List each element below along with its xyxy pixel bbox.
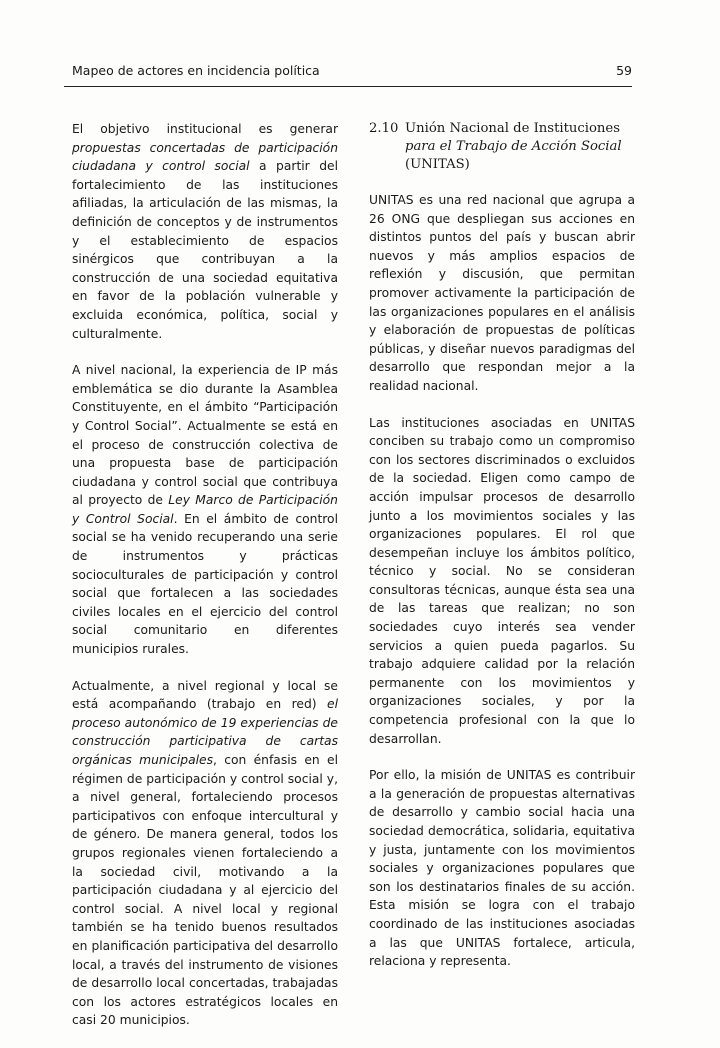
- left-column: [72, 120, 338, 1048]
- header-rule: [64, 86, 632, 87]
- section-title: [405, 120, 635, 174]
- paragraph-unitas-institutions: Las instituciones asociadas en UNITAS conciben su trabajo como un compromiso con los sectores discriminados o excluidos de la sociedad. Eligen como campo de acción impulsar procesos de desarrollo junto a los movimientos sociales y las organizaciones populares. El rol que desempeñan incluye los ámbitos político, técnico y social. No se consideran consultoras técnicas, aunque ésta sea una de las tareas que realizan; no son sociedades cuyo interés sea vender servicios a quien pueda pagarlos. Su trabajo adquiere calidad por la relación permanente con los movimientos y organizaciones sociales, y por la competencia profesional con la que lo desarrollan.: [369, 415, 635, 746]
- section-title-italic: para el Trabajo de Acción Social: [405, 139, 622, 154]
- emphasis-text: propuestas concertadas de participación ciudadana y control social: [72, 140, 338, 174]
- running-header-title: Mapeo de actores en incidencia política: [72, 63, 320, 78]
- paragraph-text: Actualmente, a nivel regional y local se está acompañando (trabajo en red): [72, 678, 338, 712]
- paragraph-unitas-mission: Por ello, la misión de UNITAS es contribuir a la generación de propuestas alternativas de desarrollo y cambio social hacia una sociedad democrática, solidaria, equitativa y justa, juntamente con los movimientos sociales y organizaciones populares que son los destinatarios finales de su acción. Esta misión se logra con el trabajo coordinado de las instituciones asociadas a las que UNITAS fortalece, articula, relaciona y representa.: [369, 768, 635, 969]
- paragraph-regional-level: [72, 677, 338, 1030]
- section-heading: [369, 120, 635, 174]
- emphasis-text: Ley Marco de Participación y Control Social: [72, 493, 338, 526]
- paragraph-objective: [72, 120, 338, 343]
- emphasis-text: el proceso autonómico de 19 experiencias de construcción participativa de cartas orgánicas municipales: [72, 697, 338, 767]
- right-column: [369, 120, 635, 989]
- paragraph-text: , con énfasis en el régimen de participación y control social y, a nivel general, fortaleciendo procesos participativos con enfoque intercultural y de género. De manera general, todos los grupos regionales vienen fortaleciendo a la sociedad civil, motivando a la participación ciudadana y al ejercicio del control social. A nivel local y regional también se ha tenido buenos resultados en planificación participativa del desarrollo local, a través del instrumento de visiones de desarrollo local concertadas, trabajadas con los actores estratégicos locales en casi 20 municipios.: [72, 753, 338, 1028]
- section-title-part: (UNITAS): [405, 157, 470, 172]
- running-header: [72, 63, 632, 83]
- paragraph-text: El objetivo institucional es generar: [72, 122, 338, 136]
- page-number: 59: [616, 63, 632, 78]
- paragraph-national-level: [72, 361, 338, 659]
- paragraph-text: . En el ámbito de control social se ha venido recuperando una serie de instrumentos y prácticas socioculturales de participación y control social que fortalecen a las sociedades civiles locales en el ejercicio del control social comunitario en diferentes municipios rurales.: [72, 511, 338, 657]
- paragraph-unitas-network: UNITAS es una red nacional que agrupa a 26 ONG que despliegan sus acciones en distintos puntos del país y buscan abrir nuevos y más amplios espacios de reflexión y discusión, que permitan promover activamente la participación de las organizaciones populares en el análisis y elaboración de propuestas de políticas públicas, y diseñar nuevos paradigmas del desarrollo que respondan mejor a la realidad nacional.: [369, 193, 635, 393]
- paragraph-text: a partir del fortalecimiento de las instituciones afiliadas, la articulación de las mismas, la definición de conceptos y de instrumentos y el establecimiento de espacios sinérgicos que contribuyan a la construcción de una sociedad equitativa en favor de la población vulnerable y excluida económica, política, social y culturalmente.: [72, 159, 338, 341]
- section-title-part: Unión Nacional de Instituciones: [405, 121, 620, 136]
- section-number: 2.10: [369, 121, 399, 136]
- paragraph-text: A nivel nacional, la experiencia de IP más emblemática se dio durante la Asamblea Constituyente, en el ámbito “Participación y Control Social”. Actualmente se está en el proceso de construcción colectiva de una propuesta base de participación ciudadana y control social que contribuya al proyecto de: [72, 363, 338, 508]
